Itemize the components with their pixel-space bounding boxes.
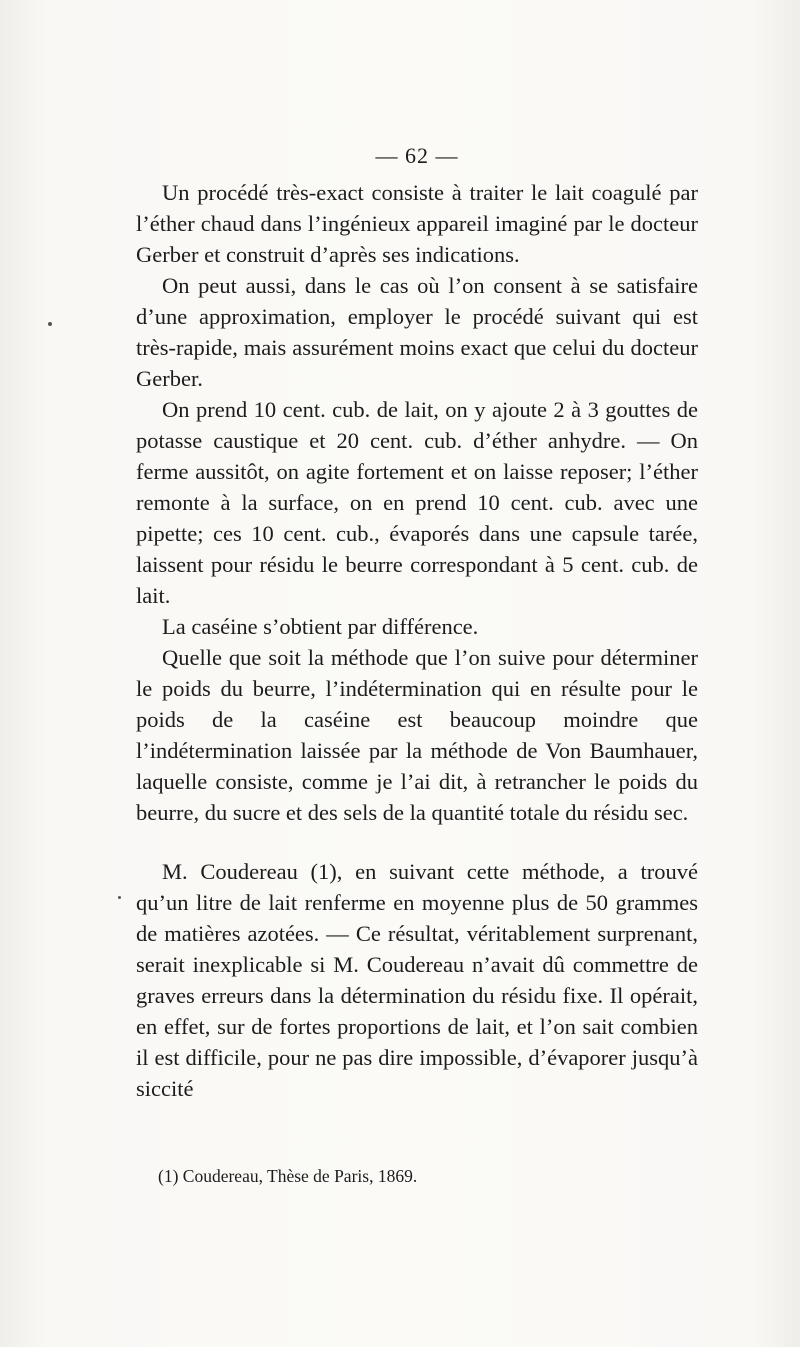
paragraph-6: M. Coudereau (1), en suivant cette méthode, a trouvé qu’un litre de lait renferme en moyenne plus de 50 grammes de matières azotées. — Ce résultat, véritablement surprenant, serait inexplicable si M. Coudereau n’avait dû commettre de graves erreurs dans la détermination du résidu fixe. Il opérait, en effet, sur de fortes proportions de lait, et l’on sait combien il est difficile, pour ne pas dire impossible, d’évaporer jusqu’à siccité <box>136 859 698 1101</box>
page-body <box>136 140 698 1104</box>
ink-speck <box>118 896 121 899</box>
paragraph-spacer <box>136 828 698 856</box>
paragraph-2: On peut aussi, dans le cas où l’on consent à se satisfaire d’une approximation, employer le procédé suivant qui est très-rapide, mais assurément moins exact que celui du docteur Gerber. <box>136 273 698 391</box>
paragraph-5: Quelle que soit la méthode que l’on suive pour déterminer le poids du beurre, l’indétermination qui en résulte pour le poids de la caséine est beaucoup moindre que l’indétermination laissée par la méthode de Von Baumhauer, laquelle consiste, comme je l’ai dit, à retrancher le poids du beurre, du sucre et des sels de la quantité totale du résidu sec. <box>136 645 698 825</box>
paragraph-1: Un procédé très-exact consiste à traiter le lait coagulé par l’éther chaud dans l’ingénieux appareil imaginé par le docteur Gerber et construit d’après ses indications. <box>136 180 698 267</box>
paragraph-3: On prend 10 cent. cub. de lait, on y ajoute 2 à 3 gouttes de potasse caustique et 20 cent. cub. d’éther anhydre. — On ferme aussitôt, on agite fortement et on laisse reposer; l’éther remonte à la surface, on en prend 10 cent. cub. avec une pipette; ces 10 cent. cub., évaporés dans une capsule tarée, laissent pour résidu le beurre correspondant à 5 cent. cub. de lait. <box>136 397 698 608</box>
ink-speck <box>48 322 52 326</box>
footnote: (1) Coudereau, Thèse de Paris, 1869. <box>158 1166 418 1186</box>
page-number: — 62 — <box>375 143 459 168</box>
paragraph-4: La caséine s’obtient par différence. <box>162 614 479 639</box>
